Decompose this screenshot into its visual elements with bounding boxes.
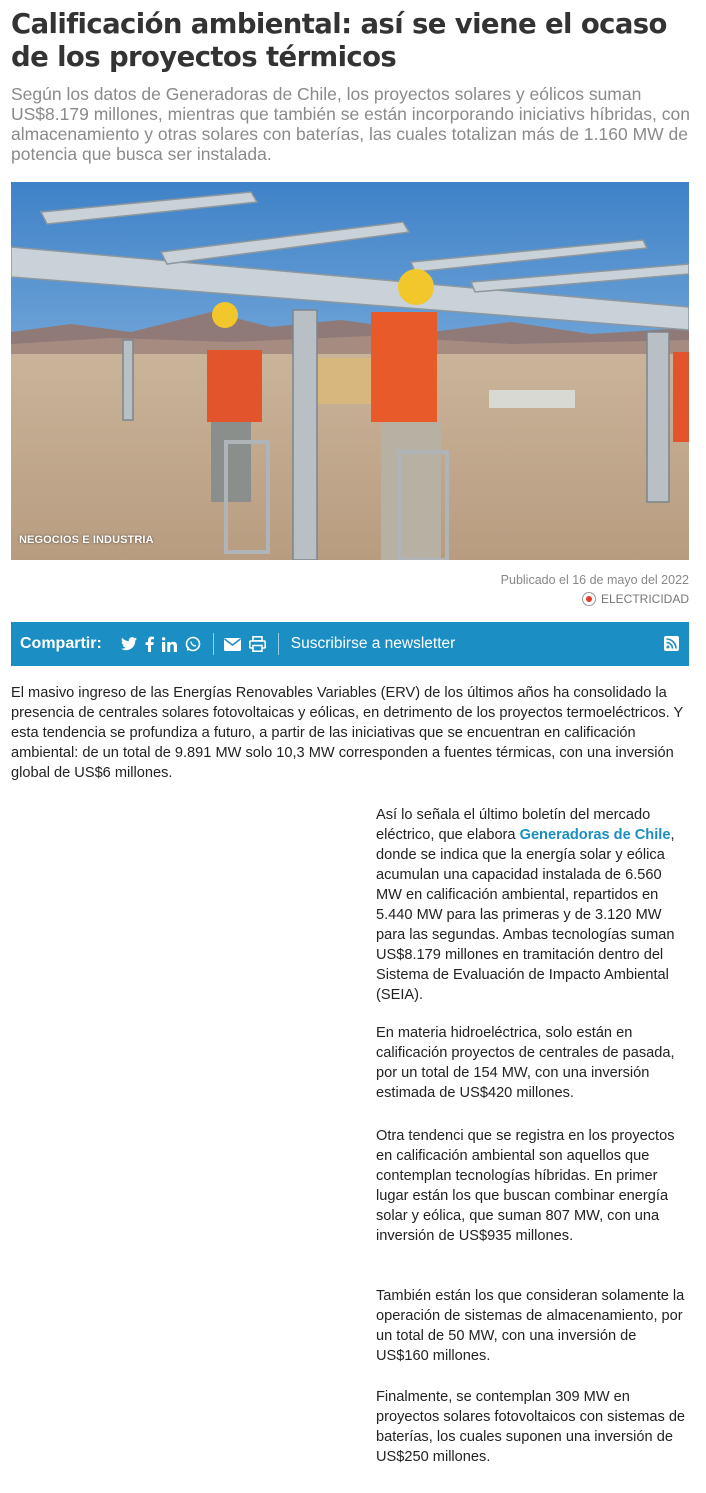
category-link[interactable] bbox=[582, 592, 689, 606]
article-paragraph bbox=[376, 805, 691, 1005]
article-paragraph: Finalmente, se contemplan 309 MW en proyectos solares fotovoltaicos con sistemas de baterías, los cuales suponen una inversión de US$250 millones. bbox=[376, 1389, 686, 1465]
whatsapp-icon[interactable] bbox=[185, 634, 201, 654]
twitter-icon[interactable] bbox=[121, 634, 137, 654]
hero-image[interactable] bbox=[11, 182, 689, 560]
share-bar bbox=[11, 622, 689, 666]
share-label: Compartir: bbox=[20, 635, 102, 652]
publish-date: Publicado el 16 de mayo del 2022 bbox=[500, 573, 689, 587]
category-dot-icon bbox=[582, 592, 596, 606]
article-lead-paragraph: El masivo ingreso de las Energías Renovables Variables (ERV) de los últimos años ha consolidado la presencia de centrales solares fotovoltaicas y eólicas, en detrimento de los proyectos termoeléctricos. Y esta tendencia se profundiza a futuro, a partir de las iniciativas que se encuentran en calificación ambiental: de un total de 9.891 MW solo 10,3 MW corresponden a fuentes térmicas, con una inversión global de US$6 millones. bbox=[11, 685, 683, 781]
rss-icon[interactable] bbox=[664, 636, 679, 651]
paragraph-text: , donde se indica que la energía solar y eólica acumulan una capacidad instalada de 6.560 MW en calificación ambiental, repartidos en 5.440 MW para las primeras y de 3.120 MW para las segundas. Ambas tecnologías suman US$8.179 millones en tramitación dentro del Sistema de Evaluación de Impacto Ambiental (SEIA). bbox=[376, 827, 675, 1003]
share-divider bbox=[213, 633, 214, 655]
share-divider bbox=[278, 633, 279, 655]
newsletter-link[interactable]: Suscribirse a newsletter bbox=[290, 635, 456, 652]
facebook-icon[interactable] bbox=[145, 634, 154, 654]
generadoras-link[interactable]: Generadoras de Chile bbox=[519, 827, 671, 843]
email-icon[interactable] bbox=[224, 634, 241, 654]
print-icon[interactable] bbox=[249, 634, 266, 654]
solar-installation-photo bbox=[11, 182, 689, 560]
linkedin-icon[interactable] bbox=[162, 634, 177, 654]
image-category-tag[interactable]: NEGOCIOS E INDUSTRIA bbox=[19, 534, 154, 546]
article-paragraph: En materia hidroeléctrica, solo están en calificación proyectos de centrales de pasada, por un total de 154 MW, con una inversión estimada de US$420 millones. bbox=[376, 1025, 675, 1101]
article-paragraph: Otra tendenci que se registra en los proyectos en calificación ambiental son aquellos que contemplan tecnologías híbridas. En primer lugar están los que buscan combinar energía solar y eólica, que suman 807 MW, con una inversión de US$935 millones. bbox=[376, 1128, 675, 1244]
article-dek: Según los datos de Generadoras de Chile, los proyectos solares y eólicos suman US$8.179 millones, mientras que también se están incorporando iniciativs híbridas, con almacenamiento y otras solares con baterías, las cuales totalizan más de 1.160 MW de potencia que busca ser instalada. bbox=[11, 84, 690, 164]
article-paragraph: También están los que consideran solamente la operación de sistemas de almacenamiento, por un total de 50 MW, con una inversión de US$160 millones. bbox=[376, 1288, 685, 1364]
article-title: Calificación ambiental: así se viene el ocaso de los proyectos térmicos bbox=[11, 8, 667, 73]
category-label: ELECTRICIDAD bbox=[600, 592, 689, 606]
paragraph-text: Así lo señala el último boletín del mercado eléctrico, que elabora bbox=[376, 807, 651, 843]
